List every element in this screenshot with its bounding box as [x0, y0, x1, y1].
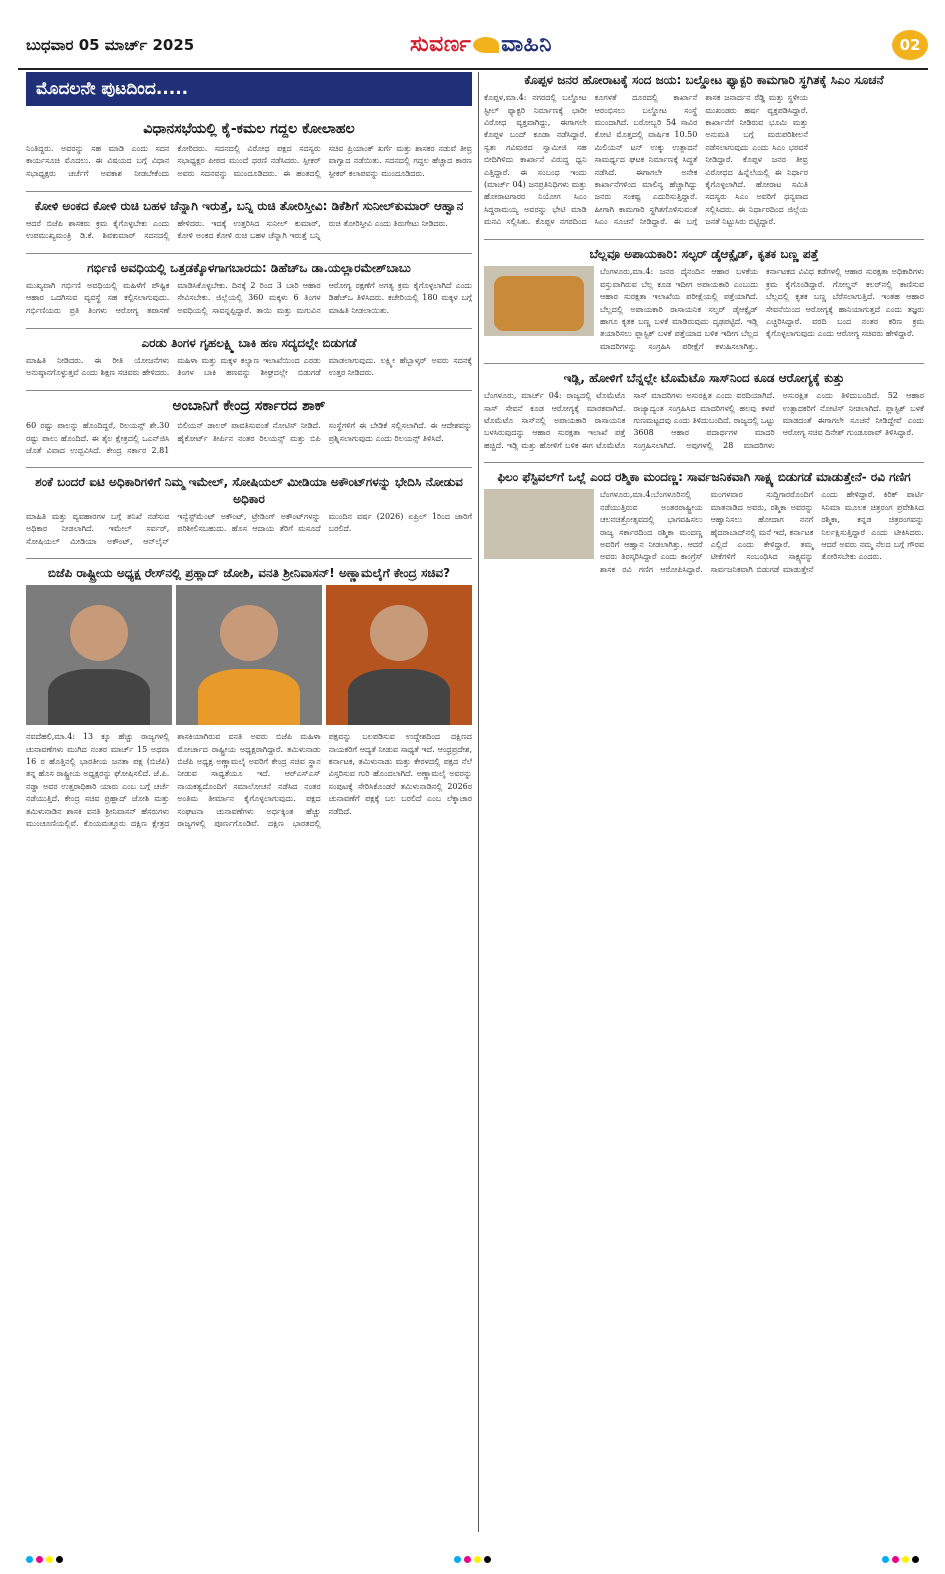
article-it-powers [26, 474, 472, 548]
divider-rule [26, 558, 472, 559]
article-koppal [484, 72, 924, 229]
photo-jaggery [484, 266, 594, 336]
article-body: ನಿಂತಿದ್ದರು. ಅವರನ್ನು ಸಹ ಮಾಡಿ ಎಂದು ಸದನ ಕಾರ್ಯಸೂಚಿ ಮೊದಲು. ಈ ವಿಷಯದ ಬಗ್ಗೆ ವಿಧಾನ ಸಭಾಧ್ಯಕ್ಷರು ಚರ್ಚೆಗೆ ಅವಕಾಶ ನೀಡಬೇಕೆಂದು ಕೋರಿದರು. ಸದನದಲ್ಲಿ ವಿರೋಧ ಪಕ್ಷದ ಸದಸ್ಯರು ಸಭಾಧ್ಯಕ್ಷರ ಪೀಠದ ಮುಂದೆ ಧರಣಿ ನಡೆಸಿದರು. ಸ್ಪೀಕರ್ ಅವರು ಸದನವನ್ನು ಮುಂದೂಡಿದರು. ಈ ಹಂತದಲ್ಲಿ ಸಚಿವ ಪ್ರಿಯಾಂಕ್ ಖರ್ಗೆ ಮತ್ತು ಶಾಸಕರ ನಡುವೆ ತೀವ್ರ ವಾಗ್ವಾದ ನಡೆಯಿತು. ಸದನದಲ್ಲಿ ಗದ್ದಲ ಹೆಚ್ಚಾದ ಕಾರಣ ಸ್ಪೀಕರ್ ಕಲಾಪವನ್ನು ಮುಂದೂಡಿದರು. [26, 143, 472, 178]
article-headline: ಎರಡು ತಿಂಗಳ ಗೃಹಲಕ್ಷ್ಮಿ ಬಾಕಿ ಹಣ ಸದ್ಯದಲ್ಲೇ ಬಿಡುಗಡೆ [141, 335, 357, 350]
logo-text-vahini: ವಾಹಿನಿ [501, 32, 553, 57]
left-column [26, 72, 472, 840]
article-pregnancy [26, 260, 472, 318]
photo-ravi-ganiga-rashmika [484, 489, 594, 559]
registration-dots-left [26, 1556, 63, 1566]
divider-rule [26, 467, 472, 468]
column-divider [478, 72, 479, 1532]
article-body: ಕೊಪ್ಪಳ,ಮಾ.4: ನಗರದಲ್ಲಿ ಬಲ್ಡೋಟ ಸ್ಟೀಲ್ ಫ್ಯಾಕ್ಟರಿ ನಿರ್ಮಾಣಕ್ಕೆ ಭಾರೀ ವಿರೋಧ ವ್ಯಕ್ತವಾಗಿದ್ದು, ಈಗಾಗಲೇ ಕೊಪ್ಪಳ ಬಂದ್ ಕೂಡಾ ನಡೆಸಿದ್ದಾರೆ. ಸ್ವತಃ ಗವಿಮಠದ ಸ್ವಾಮೀಜಿ ಸಹ ಬೀದಿಗಿಳಿದು ಕಾರ್ಖಾನೆ ವಿರುದ್ಧ ಧ್ವನಿ ಎತ್ತಿದ್ದಾರೆ. ಈ ಸಂಬಂಧ ಇಂದು (ಮಾರ್ಚ್ 04) ಜನಪ್ರತಿನಿಧಿಗಳು ಮತ್ತು ಹೋರಾಟಗಾರರ ನಿಯೋಗ ಸಿಎಂ ಸಿದ್ದರಾಮಯ್ಯ ಅವರನ್ನು ಭೇಟಿ ಮಾಡಿ ಮನವಿ ಸಲ್ಲಿಸಿತು. ಕೊಪ್ಪಳ ನಗರದಿಂದ ಕೂಗಳತೆ ದೂರದಲ್ಲಿ ಕಾರ್ಖಾನೆ ಆರಂಭಿಸಲು ಬಲ್ಡೋಟ ಸಂಸ್ಥೆ ಮುಂದಾಗಿದೆ. ಬರೋಬ್ಬರಿ 54 ಸಾವಿರ ಕೋಟಿ ಮೊತ್ತದಲ್ಲಿ ವಾರ್ಷಿಕ 10.50 ಮಿಲಿಯನ್ ಟನ್ ಉಕ್ಕು ಉತ್ಪಾದನೆ ಸಾಮರ್ಥ್ಯದ ಘಟಕ ನಿರ್ಮಾಣಕ್ಕೆ ಸಿದ್ಧತೆ ನಡೆಸಿದೆ. ಈಗಾಗಲೇ ಅನೇಕ ಕಾರ್ಖಾನೆಗಳಿಂದ ಮಾಲಿನ್ಯ ಹೆಚ್ಚಾಗಿದ್ದು ಜನರು ಸಂಕಷ್ಟ ಎದುರಿಸುತ್ತಿದ್ದಾರೆ. ಹೀಗಾಗಿ ಕಾಮಗಾರಿ ಸ್ಥಗಿತಗೊಳಿಸುವಂತೆ ಸಿಎಂ ಸೂಚನೆ ನೀಡಿದ್ದಾರೆ. ಈ ಬಗ್ಗೆ ಶಾಸಕ ಜನಾರ್ದನ ರೆಡ್ಡಿ ಮತ್ತು ಸ್ಥಳೀಯ ಮುಖಂಡರು ಹರ್ಷ ವ್ಯಕ್ತಪಡಿಸಿದ್ದಾರೆ. ಕಾರ್ಖಾನೆಗೆ ನೀಡಿರುವ ಭೂಮಿ ಮತ್ತು ಅನುಮತಿ ಬಗ್ಗೆ ಮರುಪರಿಶೀಲನೆ ನಡೆಸಲಾಗುವುದು ಎಂದು ಸಿಎಂ ಭರವಸೆ ನೀಡಿದ್ದಾರೆ. ಕೊಪ್ಪಳ ಜನರ ತೀವ್ರ ವಿರೋಧದ ಹಿನ್ನೆಲೆಯಲ್ಲಿ ಈ ನಿರ್ಧಾರ ಕೈಗೊಳ್ಳಲಾಗಿದೆ. ಹೋರಾಟ ಸಮಿತಿ ಸದಸ್ಯರು ಸಿಎಂ ಅವರಿಗೆ ಧನ್ಯವಾದ ಸಲ್ಲಿಸಿದರು. ಈ ನಿರ್ಧಾರದಿಂದ ಜಿಲ್ಲೆಯ ಜನತೆ ನಿಟ್ಟುಸಿರು ಬಿಟ್ಟಿದ್ದಾರೆ. [484, 93, 808, 227]
article-body: ಬೆಂಗಳೂರು, ಮಾರ್ಚ್ 04: ರಾಜ್ಯದಲ್ಲಿ ಟೊಮೆಟೊ ಸಾಸ್ ಸೇವನೆ ಕೂಡ ಆರೋಗ್ಯಕ್ಕೆ ಮಾರಕವಾಗಿದೆ. ಟೊಮೆಟೊ ಸಾಸ್‌ನಲ್ಲಿ ಅಪಾಯಕಾರಿ ರಾಸಾಯನಿಕ ಬಳಸಿರುವುದನ್ನು ಆಹಾರ ಸುರಕ್ಷತಾ ಇಲಾಖೆ ಪತ್ತೆ ಹಚ್ಚಿದೆ. ಇಡ್ಲಿ ಮತ್ತು ಹೋಳಿಗೆ ಬಳಿಕ ಈಗ ಟೊಮೆಟೊ ಸಾಸ್ ಮಾದರಿಗಳು ಅಸುರಕ್ಷಿತ ಎಂದು ವರದಿಯಾಗಿದೆ. ರಾಜ್ಯಾದ್ಯಂತ ಸಂಗ್ರಹಿಸಿದ ಮಾದರಿಗಳಲ್ಲಿ ಹಲವು ಕಳಪೆ ಗುಣಮಟ್ಟದವು ಎಂದು ತಿಳಿದುಬಂದಿದೆ. ರಾಜ್ಯದಲ್ಲಿ ಒಟ್ಟು 3608 ಆಹಾರ ಪದಾರ್ಥಗಳ ಮಾದರಿ ಸಂಗ್ರಹಿಸಲಾಗಿದೆ. ಅವುಗಳಲ್ಲಿ 28 ಮಾದರಿಗಳು ಅಸುರಕ್ಷಿತ ಎಂದು ತಿಳಿದುಬಂದಿದೆ. 52 ಆಹಾರ ಉತ್ಪಾದಕರಿಗೆ ನೋಟಿಸ್ ನೀಡಲಾಗಿದೆ. ಪ್ಲಾಸ್ಟಿಕ್ ಬಳಕೆ ಮಾಡದಂತೆ ಈಗಾಗಲೇ ಸೂಚನೆ ನೀಡಿದ್ದೇವೆ ಎಂದು ಆರೋಗ್ಯ ಸಚಿವ ದಿನೇಶ್ ಗುಂಡೂರಾವ್ ತಿಳಿಸಿದ್ದಾರೆ. [484, 391, 924, 450]
right-column [484, 72, 924, 586]
divider-rule [484, 462, 924, 463]
divider-rule [484, 239, 924, 240]
article-gruhalakshmi [26, 335, 472, 381]
article-headline: ವಿಧಾನಸಭೆಯಲ್ಲಿ ಕೈ-ಕಮಲ ಗದ್ದಲ ಕೋಲಾಹಲ [143, 121, 355, 137]
article-headline: ಗರ್ಭಿಣಿ ಅವಧಿಯಲ್ಲಿ ಒತ್ತಡಕ್ಕೊಳಗಾಗಬಾರದು: ಡಿಹೆಚ್‌ಒ ಡಾ.ಯಲ್ಲಾರಮೇಶ್‌ಬಾಬು [87, 260, 411, 275]
photo-vanathi-srinivasan [176, 585, 322, 725]
divider-rule [26, 390, 472, 391]
article-ambani [26, 397, 472, 457]
article-headline: ಶಂಕೆ ಬಂದರೆ ಐಟಿ ಅಧಿಕಾರಿಗಳಿಗೆ ನಿಮ್ಮ ಇಮೇಲ್, ಸೋಷಿಯಲ್ ಮೀಡಿಯಾ ಅಕೌಂಟ್‌ಗಳನ್ನು ಭೇದಿಸಿ ನೋಡುವ ಅಧಿಕಾರ [35, 475, 463, 506]
article-assembly [26, 120, 472, 181]
photo-annamalai [26, 585, 172, 725]
article-body: ಆದರೆ ಬಿಜೆಪಿ ಶಾಸಕರು ಕ್ರಮ ಕೈಗೊಳ್ಳಬೇಕು ಎಂದು ಉಪಮುಖ್ಯಮಂತ್ರಿ ಡಿ.ಕೆ. ಶಿವಕುಮಾರ್ ಸದನದಲ್ಲಿ ಹೇಳಿದರು. ಇದಕ್ಕೆ ಉತ್ತರಿಸಿದ ಸುನೀಲ್ ಕುಮಾರ್, ಕೋಳಿ ಅಂಕದ ಕೋಳಿ ರುಚಿ ಬಹಳ ಚೆನ್ನಾಗಿ ಇರುತ್ತೆ ಬನ್ನಿ ರುಚಿ ತೋರಿಸ್ತೀವಿ ಎಂದು ತಿರುಗೇಟು ನೀಡಿದರು. [26, 218, 448, 241]
article-body: ಮುಖ್ಯವಾಗಿ ಗರ್ಭಿಣಿ ಅವಧಿಯಲ್ಲಿ ಮಹಿಳೆಗೆ ಪೌಷ್ಟಿಕ ಆಹಾರ ಒದಗಿಸುವ ವ್ಯವಸ್ಥೆ ಸಹ ಕಲ್ಪಿಸಲಾಗುವುದು. ಗರ್ಭಿಣಿಯರು ಪ್ರತಿ ತಿಂಗಳು ಆರೋಗ್ಯ ತಪಾಸಣೆ ಮಾಡಿಸಿಕೊಳ್ಳಬೇಕು. ದಿನಕ್ಕೆ 2 ರಿಂದ 3 ಬಾರಿ ಆಹಾರ ಸೇವಿಸಬೇಕು. ಜಿಲ್ಲೆಯಲ್ಲಿ 360 ಮಕ್ಕಳು 6 ತಿಂಗಳ ಅವಧಿಯಲ್ಲಿ ಸಾವನ್ನಪ್ಪಿದ್ದಾರೆ. ತಾಯಿ ಮತ್ತು ಮಗುವಿನ ಆರೋಗ್ಯ ರಕ್ಷಣೆಗೆ ಅಗತ್ಯ ಕ್ರಮ ಕೈಗೊಳ್ಳಲಾಗಿದೆ ಎಂದು ಡಿಹೆಚ್‌ಒ ತಿಳಿಸಿದರು. ಕಚೇರಿಯಲ್ಲಿ 180 ಮಕ್ಕಳ ಬಗ್ಗೆ ಮಾಹಿತಿ ನೀಡಲಾಯಿತು. [26, 280, 472, 315]
divider-rule [26, 328, 472, 329]
registration-dots-right [882, 1556, 919, 1566]
article-headline: ಕೋಳಿ ಅಂಕದ ಕೋಳಿ ರುಚಿ ಬಹಳ ಚೆನ್ನಾಗಿ ಇರುತ್ತೆ, ಬನ್ನಿ ರುಚಿ ತೋರಿಸ್ತೀವಿ: ಡಿಕೆಶಿಗೆ ಸುನೀಲ್‌ಕುಮಾರ್ ಆಹ್ವಾನ [34, 198, 464, 213]
article-body: ಮಾಹಿತಿ ಮತ್ತು ವ್ಯವಹಾರಗಳ ಬಗ್ಗೆ ತನಿಖೆ ನಡೆಸುವ ಅಧಿಕಾರ ನೀಡಲಾಗಿದೆ. ಇಮೇಲ್ ಸರ್ವರ್, ಸೋಷಿಯಲ್ ಮೀಡಿಯಾ ಅಕೌಂಟ್, ಆನ್‌ಲೈನ್ ಇನ್ವೆಸ್ಟ್‌ಮೆಂಟ್ ಅಕೌಂಟ್, ಟ್ರೇಡಿಂಗ್ ಅಕೌಂಟ್‌ಗಳನ್ನು ಪರಿಶೀಲಿಸಬಹುದು. ಹೊಸ ಆದಾಯ ತೆರಿಗೆ ಮಸೂದೆ ಮುಂದಿನ ವರ್ಷ (2026) ಏಪ್ರಿಲ್ 1ರಿಂದ ಜಾರಿಗೆ ಬರಲಿದೆ. [26, 511, 472, 546]
newspaper-logo [410, 32, 552, 57]
article-body: ನವದೆಹಲಿ,ಮಾ.4: 13 ಕ್ಕೂ ಹೆಚ್ಚು ರಾಜ್ಯಗಳಲ್ಲಿ ಚುನಾವಣೆಗಳು ಮುಗಿದ ನಂತರ ಮಾರ್ಚ್ 15 ಅಥವಾ 16 ರ ಹೊತ್ತಿನಲ್ಲಿ ಭಾರತೀಯ ಜನತಾ ಪಕ್ಷ (ಬಿಜೆಪಿ) ತನ್ನ ಹೊಸ ರಾಷ್ಟ್ರೀಯ ಅಧ್ಯಕ್ಷರನ್ನು ಘೋಷಿಸಲಿದೆ. ಜೆ.ಪಿ. ನಡ್ಡಾ ಅವರ ಉತ್ತರಾಧಿಕಾರಿ ಯಾರು ಎಂಬ ಬಗ್ಗೆ ಚರ್ಚೆ ನಡೆಯುತ್ತಿದೆ. ಕೇಂದ್ರ ಸಚಿವ ಪ್ರಹ್ಲಾದ್ ಜೋಶಿ ಮತ್ತು ತಮಿಳುನಾಡಿನ ಶಾಸಕಿ ವನತಿ ಶ್ರೀನಿವಾಸನ್ ಹೆಸರುಗಳು ಮುಂಚೂಣಿಯಲ್ಲಿವೆ. ಕೊಯಮತ್ತೂರು ದಕ್ಷಿಣ ಕ್ಷೇತ್ರದ ಶಾಸಕಿಯಾಗಿರುವ ವನತಿ ಅವರು ಬಿಜೆಪಿ ಮಹಿಳಾ ಮೋರ್ಚಾದ ರಾಷ್ಟ್ರೀಯ ಅಧ್ಯಕ್ಷರಾಗಿದ್ದಾರೆ. ತಮಿಳುನಾಡು ಬಿಜೆಪಿ ಅಧ್ಯಕ್ಷ ಅಣ್ಣಾಮಲೈ ಅವರಿಗೆ ಕೇಂದ್ರ ಸಚಿವ ಸ್ಥಾನ ನೀಡುವ ಸಾಧ್ಯತೆಯೂ ಇದೆ. ಆರ್‌ಎಸ್‌ಎಸ್ ನಾಯಕತ್ವದೊಂದಿಗೆ ಸಮಾಲೋಚನೆ ನಡೆಸಿದ ನಂತರ ಅಂತಿಮ ತೀರ್ಮಾನ ಕೈಗೊಳ್ಳಲಾಗುವುದು. ಪಕ್ಷದ ಸಂಘಟನಾ ಚುನಾವಣೆಗಳು ಅರ್ಧಕ್ಕಿಂತ ಹೆಚ್ಚು ರಾಜ್ಯಗಳಲ್ಲಿ ಪೂರ್ಣಗೊಂಡಿವೆ. ದಕ್ಷಿಣ ಭಾರತದಲ್ಲಿ ಪಕ್ಷವನ್ನು ಬಲಪಡಿಸುವ ಉದ್ದೇಶದಿಂದ ದಕ್ಷಿಣದ ನಾಯಕರಿಗೆ ಆದ್ಯತೆ ನೀಡುವ ಸಾಧ್ಯತೆ ಇದೆ. ಆಂಧ್ರಪ್ರದೇಶ, ಕರ್ನಾಟಕ, ತಮಿಳುನಾಡು ಮತ್ತು ಕೇರಳದಲ್ಲಿ ಪಕ್ಷದ ನೆಲೆ ವಿಸ್ತರಿಸುವ ಗುರಿ ಹೊಂದಲಾಗಿದೆ. ಅಣ್ಣಾಮಲೈ ಅವರನ್ನು ಸಂಪುಟಕ್ಕೆ ಸೇರಿಸಿಕೊಂಡರೆ ತಮಿಳುನಾಡಿನಲ್ಲಿ 2026ರ ಚುನಾವಣೆಗೆ ಪಕ್ಷಕ್ಕೆ ಬಲ ಬರಲಿದೆ ಎಂಬ ಲೆಕ್ಕಾಚಾರ ನಡೆದಿದೆ. [26, 732, 472, 828]
article-headline: ಇಡ್ಲಿ, ಹೋಳಿಗೆ ಬೆನ್ನಲ್ಲೇ ಟೊಮೆಟೊ ಸಾಸ್‌ನಿಂದ ಕೂಡ ಆರೋಗ್ಯಕ್ಕೆ ಕುತ್ತು [563, 371, 845, 386]
logo-text-suvarna: ಸುವರ್ಣ [410, 32, 472, 57]
article-body: 60 ರಷ್ಟು ಪಾಲನ್ನು ಹೊಂದಿದ್ದರೆ, ರಿಲಯನ್ಸ್ ಶೇ.30 ರಷ್ಟು ಪಾಲು ಹೊಂದಿದೆ. ಈ ತೈಲ ಕ್ಷೇತ್ರದಲ್ಲಿ ಒಎನ್‌ಜಿಸಿ ಜೊತೆ ವಿವಾದ ಉದ್ಭವಿಸಿದೆ. ಕೇಂದ್ರ ಸರ್ಕಾರ 2.81 ಬಿಲಿಯನ್ ಡಾಲರ್ ಪಾವತಿಸುವಂತೆ ನೋಟಿಸ್ ನೀಡಿದೆ. ಹೈಕೋರ್ಟ್ ತೀರ್ಪಿನ ನಂತರ ರಿಲಯನ್ಸ್ ಮತ್ತು ಬಿಪಿ ಸಂಸ್ಥೆಗಳಿಗೆ ಈ ಬೇಡಿಕೆ ಸಲ್ಲಿಸಲಾಗಿದೆ. ಈ ಆದೇಶವನ್ನು ಪ್ರಶ್ನಿಸಲಾಗುವುದು ಎಂದು ರಿಲಯನ್ಸ್ ತಿಳಿಸಿದೆ. [26, 421, 472, 456]
article-rashmika [484, 469, 924, 576]
article-headline: ಫಿಲಂ ಫೆಸ್ಟಿವಲ್‌ಗೆ ಒಲ್ಲೆ ಎಂದ ರಶ್ಮಿಕಾ ಮಂದಣ್ಣ: ಸಾರ್ವಜನಿಕವಾಗಿ ಸಾಕ್ಷ್ಯ ಬಿಡುಗಡೆ ಮಾಡುತ್ತೇನೆ- ರವಿ ಗಣಿಗ [497, 470, 911, 485]
article-headline: ಬೆಲ್ಲವೂ ಅಪಾಯಕಾರಿ: ಸಲ್ಫರ್ ಡೈಆಕ್ಸೈಡ್, ಕೃತಕ ಬಣ್ಣ ಪತ್ತೆ [589, 247, 819, 262]
page-number: 02 [892, 30, 928, 60]
photo-pralhad-joshi [326, 585, 472, 725]
photo-row [26, 585, 472, 725]
article-body: ಬೆಂಗಳೂರು,ಮಾ.4: ಜನರ ದೈನಂದಿನ ಆಹಾರ ಬಳಕೆಯ ವಸ್ತುವಾಗಿರುವ ಬೆಲ್ಲ ಕೂಡ ಇದೀಗ ಅಪಾಯಕಾರಿ ಎಂಬುದು ಆಹಾರ ಸುರಕ್ಷತಾ ಇಲಾಖೆಯ ಪರೀಕ್ಷೆಯಲ್ಲಿ ಪತ್ತೆಯಾಗಿದೆ. ಬೆಲ್ಲದಲ್ಲಿ ಅಪಾಯಕಾರಿ ರಾಸಾಯನಿಕ ಸಲ್ಫರ್ ಡೈಆಕ್ಸೈಡ್ ಹಾಗೂ ಕೃತಕ ಬಣ್ಣ ಬಳಕೆ ಮಾಡಿರುವುದು ದೃಢಪಟ್ಟಿದೆ. ಇಡ್ಲಿ ತಯಾರಿಸಲು ಪ್ಲಾಸ್ಟಿಕ್ ಬಳಕೆ ಪತ್ತೆಯಾದ ಬಳಿಕ ಇದೀಗ ಬೆಲ್ಲದ ಮಾದರಿಗಳನ್ನು ಸಂಗ್ರಹಿಸಿ ಪರೀಕ್ಷೆಗೆ ಕಳುಹಿಸಲಾಗಿತ್ತು. ಕರ್ನಾಟಕದ ವಿವಿಧ ಕಡೆಗಳಲ್ಲಿ ಆಹಾರ ಸುರಕ್ಷತಾ ಅಧಿಕಾರಿಗಳು ಕ್ರಮ ಕೈಗೊಂಡಿದ್ದಾರೆ. ಗೋಲ್ಡನ್ ಕಲರ್‌ನಲ್ಲಿ ಕಾಣಿಸುವ ಬೆಲ್ಲದಲ್ಲಿ ಕೃತಕ ಬಣ್ಣ ಬೆರೆಸಲಾಗುತ್ತಿದೆ. ಇಂತಹ ಆಹಾರ ಸೇವನೆಯಿಂದ ಆರೋಗ್ಯಕ್ಕೆ ಹಾನಿಯಾಗುತ್ತದೆ ಎಂದು ತಜ್ಞರು ಎಚ್ಚರಿಸಿದ್ದಾರೆ. ವರದಿ ಬಂದ ನಂತರ ಕಠಿಣ ಕ್ರಮ ಕೈಗೊಳ್ಳಲಾಗುವುದು ಎಂದು ಆರೋಗ್ಯ ಸಚಿವರು ಹೇಳಿದ್ದಾರೆ. [600, 267, 924, 351]
article-headline: ಅಂಬಾನಿಗೆ ಕೇಂದ್ರ ಸರ್ಕಾರದ ಶಾಕ್ [172, 398, 326, 415]
registration-dots-center [454, 1556, 491, 1566]
article-headline: ಬಿಜೆಪಿ ರಾಷ್ಟ್ರೀಯ ಅಧ್ಯಕ್ಷ ರೇಸ್‌ನಲ್ಲಿ ಪ್ರಹ್ಲಾದ್ ಜೋಶಿ, ವನತಿ ಶ್ರೀನಿವಾಸನ್! ಅಣ್ಣಾಮಲೈಗೆ ಕೇಂದ್ರ ಸಚಿವ? [47, 565, 451, 580]
print-registration-marks [0, 1556, 945, 1566]
article-sunilkumar [26, 198, 472, 243]
article-jaggery [484, 246, 924, 353]
divider-rule [26, 191, 472, 192]
section-title: ಮೊದಲನೇ ಪುಟದಿಂದ..... [26, 72, 472, 106]
divider-rule [26, 253, 472, 254]
issue-date: ಬುಧವಾರ 05 ಮಾರ್ಚ್ 2025 [26, 36, 195, 54]
article-tomato-sauce [484, 370, 924, 452]
divider-rule [484, 363, 924, 364]
masthead [18, 24, 928, 70]
article-body: ಬೆಂಗಳೂರು,ಮಾ.4:ಬೆಂಗಳೂರಿನಲ್ಲಿ ನಡೆಯುತ್ತಿರುವ ಅಂತರರಾಷ್ಟ್ರೀಯ ಚಲನಚಿತ್ರೋತ್ಸವದಲ್ಲಿ ಭಾಗವಹಿಸಲು ರಾಜ್ಯ ಸರ್ಕಾರದಿಂದ ರಶ್ಮಿಕಾ ಮಂದಣ್ಣ ಅವರಿಗೆ ಆಹ್ವಾನ ನೀಡಲಾಗಿತ್ತು. ಆದರೆ ಅವರು ತಿರಸ್ಕರಿಸಿದ್ದಾರೆ ಎಂದು ಕಾಂಗ್ರೆಸ್ ಶಾಸಕ ರವಿ ಗಣಿಗ ಆರೋಪಿಸಿದ್ದಾರೆ. ಮಂಗಳವಾರ ಸುದ್ದಿಗಾರರೊಂದಿಗೆ ಮಾತನಾಡಿದ ಅವರು, ರಶ್ಮಿಕಾ ಅವರನ್ನು ಆಹ್ವಾನಿಸಲು ಹೋದಾಗ ನನಗೆ ಹೈದರಾಬಾದ್‌ನಲ್ಲಿ ಮನೆ ಇದೆ, ಕರ್ನಾಟಕ ಎಲ್ಲಿದೆ ಎಂದು ಕೇಳಿದ್ದಾರೆ. ತಮ್ಮ ಟೀಕೆಗಳಿಗೆ ಸಂಬಂಧಿಸಿದ ಸಾಕ್ಷ್ಯವನ್ನು ಸಾರ್ವಜನಿಕವಾಗಿ ಬಿಡುಗಡೆ ಮಾಡುತ್ತೇನೆ ಎಂದು ಹೇಳಿದ್ದಾರೆ. ಕಿರಿಕ್ ಪಾರ್ಟಿ ಸಿನಿಮಾ ಮೂಲಕ ಚಿತ್ರರಂಗ ಪ್ರವೇಶಿಸಿದ ರಶ್ಮಿಕಾ, ಕನ್ನಡ ಚಿತ್ರರಂಗವನ್ನು ನಿರ್ಲಕ್ಷಿಸುತ್ತಿದ್ದಾರೆ ಎಂದು ಟೀಕಿಸಿದರು. ಆದರೆ ಅವರು ನಮ್ಮ ನೆಲದ ಬಗ್ಗೆ ಗೌರವ ತೋರಿಸಬೇಕು ಎಂದರು. [600, 490, 924, 574]
logo-sun-icon [473, 37, 499, 53]
article-headline: ಕೊಪ್ಪಳ ಜನರ ಹೋರಾಟಕ್ಕೆ ಸಂದ ಜಯ: ಬಲ್ಡೋಟ ಫ್ಯಾಕ್ಟರಿ ಕಾಮಗಾರಿ ಸ್ಥಗಿತಕ್ಕೆ ಸಿಎಂ ಸೂಚನೆ [524, 73, 884, 87]
article-bjp-president [26, 565, 472, 830]
article-body: ಮಾಹಿತಿ ನೀಡಿದರು. ಈ ರೀತಿ ಯೋಜನೆಗಳು ಅನುಷ್ಠಾನಗೊಳ್ಳುತ್ತವೆ ಎಂದು ಶಿಕ್ಷಣ ಸಚಿವರು ಹೇಳಿದರು. ಮಹಿಳಾ ಮತ್ತು ಮಕ್ಕಳ ಕಲ್ಯಾಣ ಇಲಾಖೆಯಿಂದ ಎರಡು ತಿಂಗಳ ಬಾಕಿ ಹಣವನ್ನು ಶೀಘ್ರದಲ್ಲೇ ಬಿಡುಗಡೆ ಮಾಡಲಾಗುವುದು. ಲಕ್ಷ್ಮೀ ಹೆಬ್ಬಾಳ್ಕರ್ ಅವರು ಸದನಕ್ಕೆ ಉತ್ತರ ನೀಡಿದರು. [26, 355, 472, 378]
